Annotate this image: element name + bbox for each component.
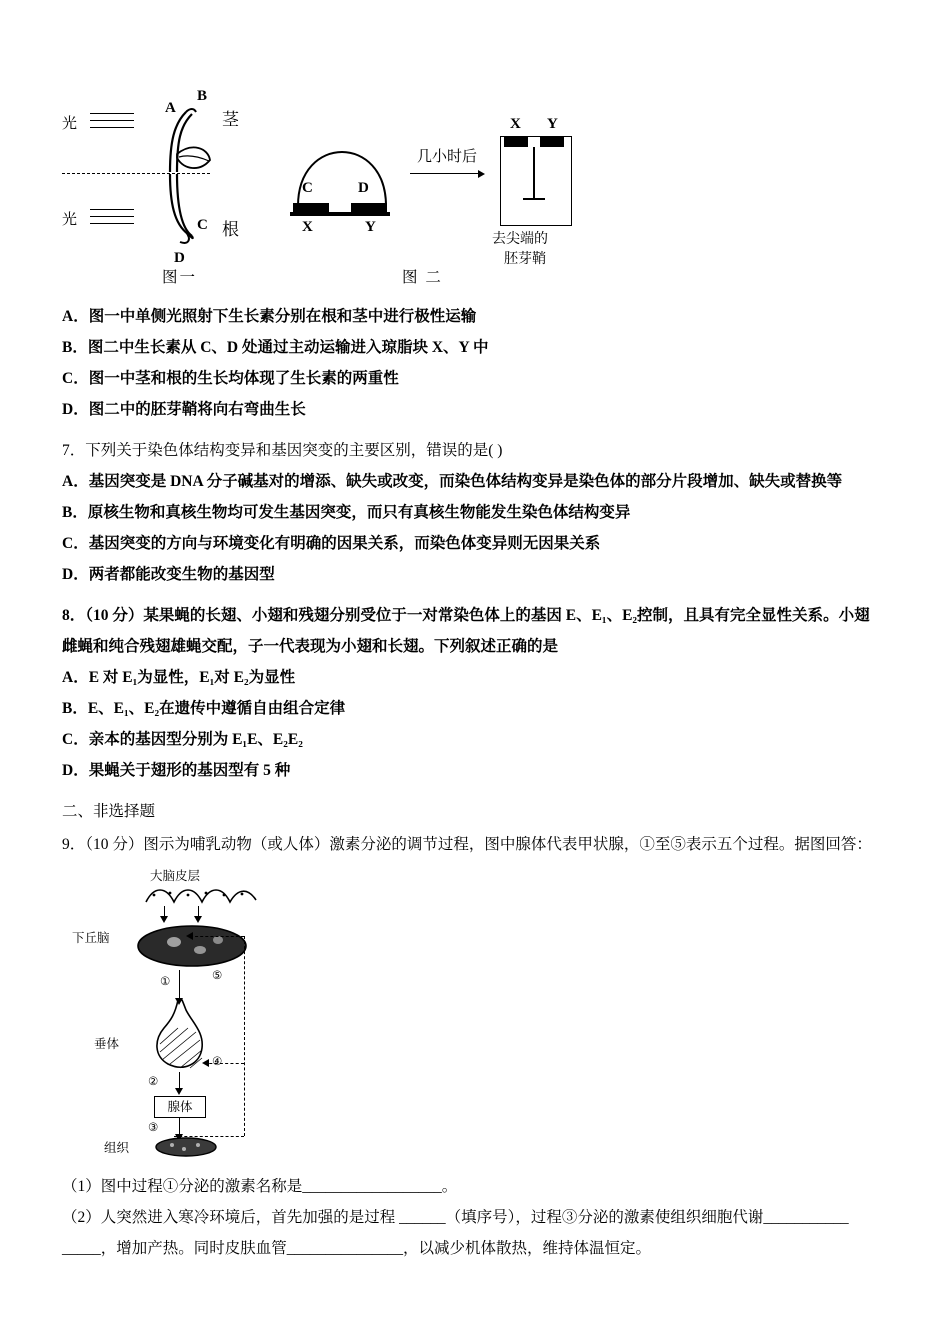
q8-option-c-label: C．	[62, 731, 89, 748]
light-ray	[90, 216, 134, 217]
tissue-illustration	[154, 1136, 224, 1158]
arrow-head	[478, 170, 485, 178]
light-label-bottom: 光	[62, 212, 78, 228]
caption-figure-two: 图 二	[402, 269, 443, 286]
q9-stem: 9．（10 分）图示为哺乳动物（或人体）激素分泌的调节过程，图中腺体代表甲状腺，①至⑤表示五个过程。据图回答：	[62, 835, 872, 853]
q8-option-b-label: B．	[62, 700, 88, 717]
q6-option-d-label: D．	[62, 401, 89, 418]
figure-captions	[62, 265, 562, 291]
agar-block-x	[293, 203, 329, 212]
q8-option-a	[62, 662, 902, 693]
q7-option-d-label: D．	[62, 566, 89, 583]
label-X: X	[302, 219, 313, 235]
page-content	[62, 60, 902, 1264]
q9-sub1: （1）图中过程①分泌的激素名称是__________________。	[62, 1177, 458, 1195]
light-ray	[90, 120, 134, 121]
q8-option-c	[62, 724, 902, 755]
q6-option-c-text: 图一中茎和根的生长均体现了生长素的两重性	[88, 370, 399, 387]
light-ray	[90, 113, 134, 114]
letter-B: B	[197, 88, 208, 104]
letter-D: D	[174, 250, 185, 266]
letter-C: C	[197, 217, 208, 233]
q8-option-a-text: E 对 E₁为显性，E₁对 E₂为显性	[88, 669, 296, 686]
label-Y: Y	[365, 219, 376, 235]
light-label-top: 光	[62, 116, 78, 132]
q8-stem-line2: 雌蝇和纯合残翅雄蝇交配，子一代表现为小翅和长翅。下列叙述正确的是	[62, 638, 559, 655]
q6-option-a-label: A．	[62, 308, 89, 325]
stem-label: 茎	[222, 110, 239, 129]
feedback-dashed-top	[190, 936, 244, 937]
pituitary-to-gland-head	[175, 1088, 183, 1095]
light-ray	[90, 127, 134, 128]
q6-option-c-label: C．	[62, 370, 89, 387]
q7-option-b-text: 原核生物和真核生物均可发生基因突变，而只有真核生物能发生染色体结构变异	[87, 504, 631, 521]
process-4: ④	[212, 1055, 223, 1068]
process-5: ⑤	[212, 969, 223, 982]
pituitary-illustration	[138, 998, 248, 1078]
q7-option-c	[62, 528, 902, 559]
q6-option-d-text: 图二中的胚芽鞘将向右弯曲生长	[88, 401, 306, 418]
q8-option-d-text: 果蝇关于翅形的基因型有 5 种	[88, 762, 291, 779]
q8-stem-line1: 8．（10 分）某果蝇的长翅、小翅和残翅分别受位于一对常染色体上的基因 E、E₁、E₂控制，且具有完全显性关系。小翅	[62, 607, 870, 624]
process-1: ①	[160, 975, 171, 988]
figure-one-auxin-diagram	[62, 60, 562, 265]
light-ray	[90, 209, 134, 210]
q7-option-d	[62, 559, 902, 590]
q7-option-c-text: 基因突变的方向与环境变化有明确的因果关系，而染色体变异则无因果关系	[88, 535, 601, 552]
hypothalamus-label: 下丘脑	[72, 930, 110, 945]
q6-option-a-text: 图一中单侧光照射下生长素分别在根和茎中进行极性运输	[88, 308, 477, 325]
letter-A: A	[165, 100, 176, 116]
q7-option-a-text: 基因突变是 DNA 分子碱基对的增添、缺失或改变，而染色体结构变异是染色体的部分片段增加、缺失或替换等	[88, 473, 843, 490]
label-Y2: Y	[547, 116, 558, 132]
box-caption-line2: 胚芽鞘	[504, 252, 546, 267]
process-4-dashed	[204, 1063, 244, 1064]
pituitary-label: 垂体	[94, 1036, 120, 1051]
process-3: ③	[148, 1121, 159, 1134]
coleoptile-box	[500, 136, 572, 226]
q7-stem: 7．下列关于染色体结构变异和基因突变的主要区别，错误的是( )	[62, 442, 503, 459]
q6-option-b-label: B．	[62, 339, 88, 356]
q7-option-b	[62, 497, 902, 528]
q6-option-a	[62, 301, 902, 332]
hypothalamus-to-pituitary-shaft	[179, 970, 180, 1000]
q8-option-d-label: D．	[62, 762, 89, 779]
q6-option-c	[62, 363, 902, 394]
q7-option-a-label: A．	[62, 473, 89, 490]
q6-option-b-text: 图二中生长素从 C、D 处通过主动运输进入琼脂块 X、Y 中	[87, 339, 489, 356]
q6-option-d	[62, 394, 902, 425]
coleoptile-stem-line	[533, 147, 535, 199]
gland-box: 腺体	[154, 1096, 206, 1118]
q8-option-d	[62, 755, 902, 786]
q8-option-c-text: 亲本的基因型分别为 E₁E、E₂E₂	[88, 731, 303, 748]
q8-option-a-label: A．	[62, 669, 89, 686]
agar-block-y	[351, 203, 387, 212]
root-label: 根	[222, 220, 239, 239]
figure-hormone-regulation	[72, 866, 402, 1161]
feedback-arrow-head	[186, 932, 193, 940]
coleoptile-base-line	[523, 198, 545, 200]
q6-option-b	[62, 332, 902, 363]
label-X2: X	[510, 116, 521, 132]
q7-option-b-label: B．	[62, 504, 88, 521]
q8-option-b-text: E、E₁、E₂在遗传中遵循自由组合定律	[87, 700, 346, 717]
box-caption-line1: 去尖端的	[492, 232, 548, 247]
light-ray	[90, 223, 134, 224]
plant-illustration	[130, 82, 270, 277]
cortex-label: 大脑皮层	[150, 868, 201, 883]
q7-option-c-label: C．	[62, 535, 89, 552]
arrow-text: 几小时后	[417, 149, 478, 165]
q7-option-d-text: 两者都能改变生物的基因型	[88, 566, 275, 583]
q7-option-a	[62, 466, 902, 497]
section-two-title: 二、非选择题	[62, 803, 156, 820]
arrow-shaft	[410, 173, 480, 174]
hypothalamus-illustration	[134, 922, 254, 972]
cortex-illustration	[144, 882, 264, 908]
letter-D2: D	[358, 180, 369, 196]
tissue-label: 组织	[104, 1140, 130, 1155]
base-bar	[290, 212, 390, 216]
caption-figure-one: 图一	[162, 269, 198, 286]
letter-C2: C	[302, 180, 313, 196]
q9-sub2-line2: _____，增加产热。同时皮肤血管_______________，以减少机体散热，维持体温恒定。	[62, 1239, 652, 1257]
q8-option-b	[62, 693, 902, 724]
q9-sub2-line1: （2）人突然进入寒冷环境后，首先加强的是过程 ______（填序号），过程③分泌的激素使组织细胞代谢___________	[62, 1208, 849, 1226]
process-2: ②	[148, 1075, 159, 1088]
